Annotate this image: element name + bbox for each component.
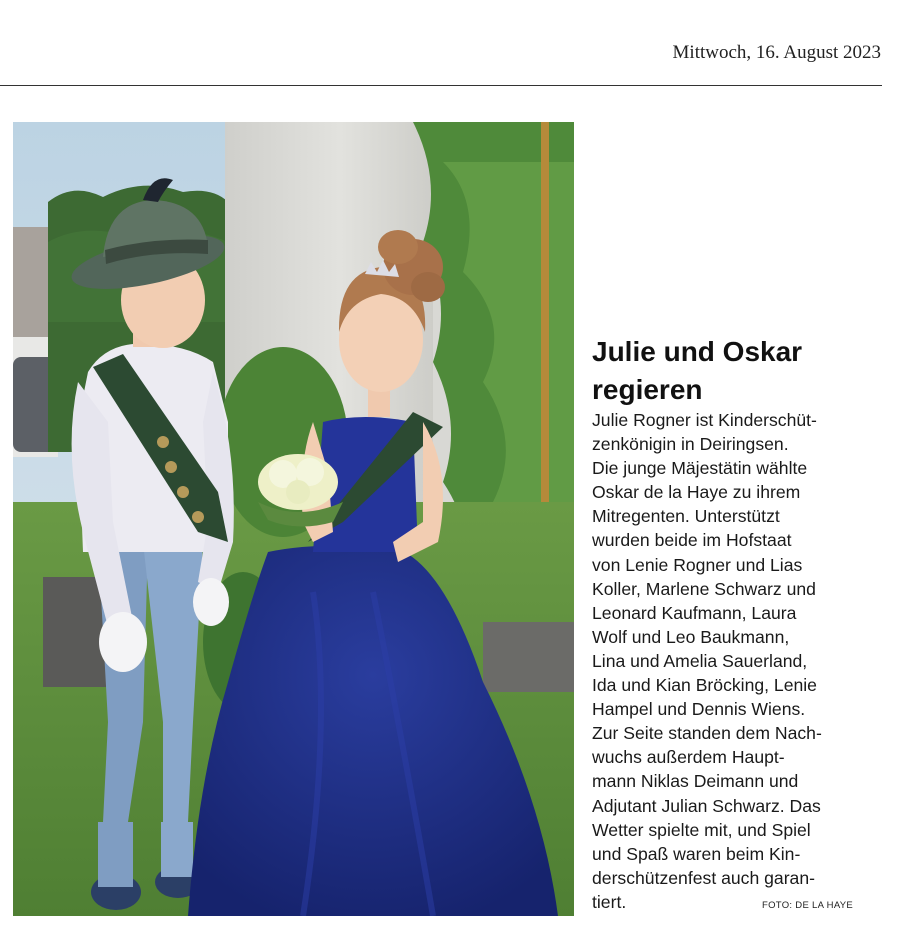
body-line: derschützenfest auch garan-	[592, 867, 815, 888]
article-photo	[13, 122, 574, 916]
body-line: wurden beide im Hofstaat	[592, 530, 792, 551]
headline-line-2: regieren	[592, 374, 703, 405]
body-line: Julie Rogner ist Kinderschüt-	[592, 410, 817, 430]
body-line: wuchs außerdem Haupt-	[592, 747, 785, 768]
body-line: Wolf und Leo Baukmann,	[592, 626, 790, 647]
body-line: Zur Seite standen dem Nach-	[592, 723, 822, 744]
body-line: und Spaß waren beim Kin-	[592, 843, 801, 864]
body-line: tiert.	[592, 891, 627, 912]
body-line: Oskar de la Haye zu ihrem	[592, 482, 801, 503]
body-line: Die junge Mäjestätin wählte	[592, 458, 808, 479]
body-line: von Lenie Rogner und Lias	[592, 554, 803, 575]
body-line: zenkönigin in Deiringsen.	[592, 434, 789, 455]
header-rule	[0, 85, 882, 86]
headline-line-1: Julie und Oskar	[592, 336, 803, 367]
body-line: mann Niklas Deimann und	[592, 771, 799, 792]
body-line: Koller, Marlene Schwarz und	[592, 578, 816, 599]
body-line: Mitregenten. Unterstützt	[592, 506, 780, 527]
body-line: Leonard Kaufmann, Laura	[592, 602, 797, 623]
body-line: Hampel und Dennis Wiens.	[592, 699, 806, 720]
photo-credit: FOTO: DE LA HAYE	[762, 900, 854, 911]
article-body	[592, 408, 882, 914]
body-line: Lina und Amelia Sauerland,	[592, 650, 808, 671]
article-headline	[592, 333, 882, 409]
body-line: Ida und Kian Bröcking, Lenie	[592, 675, 817, 696]
dateline: Mittwoch, 16. August 2023	[672, 42, 881, 63]
body-line: Wetter spielte mit, und Spiel	[592, 819, 811, 840]
body-line: Adjutant Julian Schwarz. Das	[592, 795, 821, 816]
